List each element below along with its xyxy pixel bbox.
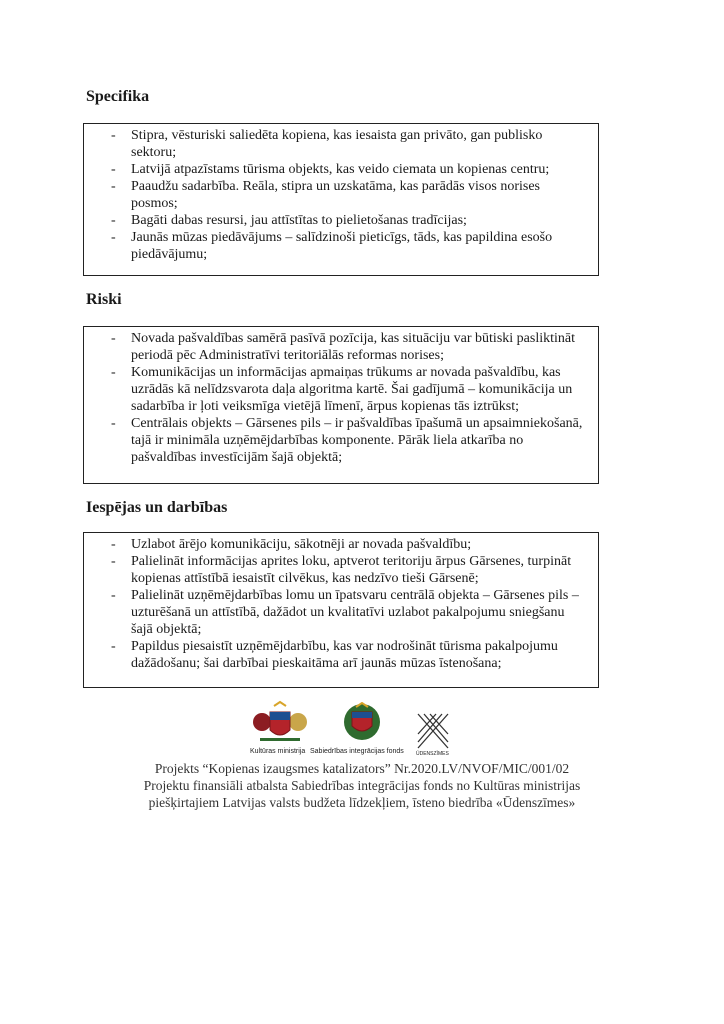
sponsor-logos: [250, 700, 614, 758]
section-title-riski: Riski: [86, 291, 122, 308]
footer-line-1: Projekts “Kopienas izaugsmes katalizators” Nr.2020.LV/NVOF/MIC/001/02: [154, 761, 570, 776]
fund-caption: Sabiedrības integrācijas fonds: [310, 748, 404, 755]
iespejas-box: [83, 532, 599, 688]
section-title-iespejas: Iespējas un darbības: [86, 499, 228, 516]
specifika-list: [84, 127, 588, 263]
project-footer: [80, 760, 644, 811]
org-caption: ŪDENSZĪMES: [416, 751, 449, 757]
udenszimes-logo-icon: [416, 712, 450, 750]
list-item: - Palielināt uzņēmējdarbības lomu un īpatsvaru centrālā objekta – Gārsenes pils – uzturēšanā un attīstībā, dažādot un kvalitatīvi uzlabot pakalpojumu sniegšanu šajā objektā;: [111, 588, 579, 637]
list-item: - Novada pašvaldības samērā pasīvā pozīcija, kas situāciju var būtiski pasliktināt periodā pēc Administratīvi teritoriālās reformas norises;: [111, 331, 575, 363]
riski-box: [83, 326, 599, 484]
fund-emblem-icon: [342, 702, 382, 742]
riski-list: [84, 330, 588, 466]
list-item: - Papildus piesaistīt uzņēmējdarbību, kas var nodrošināt tūrisma pakalpojumu dažādošanu; šai darbībai pieskaitāma arī jaunās mūzas īstenošana;: [111, 639, 558, 671]
footer-line-3: piešķirtajiem Latvijas valsts budžeta līdzekļiem, īsteno biedrība «Ūdenszīmes»: [148, 795, 576, 810]
list-item: - Latvijā atpazīstams tūrisma objekts, kas veido ciemata un kopienas centru;: [111, 162, 550, 177]
coat-of-arms-icon: [252, 700, 308, 746]
list-item: - Uzlabot ārējo komunikāciju, sākotnēji ar novada pašvaldību;: [111, 537, 472, 552]
list-item: - Komunikācijas un informācijas apmaiņas trūkums ar novada pašvaldību, kas uzrādās kā nelīdzsvarota daļa algoritma kartē. Šai gadījumā – komunikācija un sadarbība ir ļoti veiksmīga vietējā līmenī, ārpus kopienas tās iztrūkst;: [111, 365, 573, 414]
list-item: - Paaudžu sadarbība. Reāla, stipra un uzskatāma, kas parādās visos norises posmos;: [111, 179, 540, 211]
list-item: - Palielināt informācijas aprites loku, aptverot teritoriju ārpus Gārsenes, turpināt kopienas attīstībā iesaistīt cilvēkus, kas nedzīvo tieši Gārsenē;: [111, 554, 572, 586]
list-item: - Bagāti dabas resursi, jau attīstītas to pielietošanas tradīcijas;: [111, 213, 467, 228]
list-item: - Stipra, vēsturiski saliedēta kopiena, kas iesaista gan privāto, gan publisko sektoru;: [111, 128, 543, 160]
iespejas-list: [84, 536, 588, 672]
ministry-caption: Kultūras ministrija: [250, 748, 306, 755]
section-title-specifika: Specifika: [86, 88, 150, 105]
list-item: - Jaunās mūzas piedāvājums – salīdzinoši pieticīgs, tāds, kas papildina esošo piedāvājumu;: [111, 230, 553, 262]
specifika-box: [83, 123, 599, 276]
list-item: - Centrālais objekts – Gārsenes pils – ir pašvaldības īpašumā un apsaimniekošanā, tajā ir minimāla uzņēmējdarbības komponente. Pārāk liela atkarība no pašvaldības investīcijām šajā objektā;: [111, 416, 583, 465]
footer-line-2: Projektu finansiāli atbalsta Sabiedrības integrācijas fonds no Kultūras ministrijas: [143, 778, 581, 793]
